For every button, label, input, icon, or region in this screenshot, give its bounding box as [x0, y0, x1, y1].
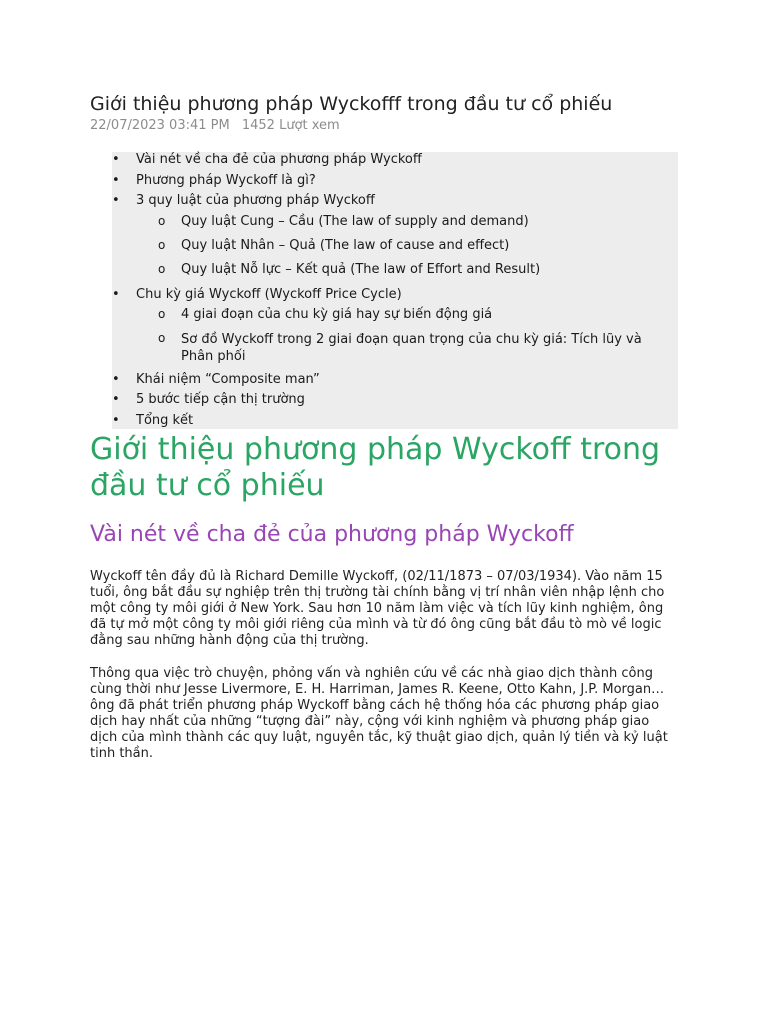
toc-item-label[interactable]: 3 quy luật của phương pháp Wyckoff — [136, 193, 375, 208]
toc-item-label[interactable]: Tổng kết — [136, 413, 194, 428]
bullet-icon: • — [112, 173, 120, 188]
page-title: Giới thiệu phương pháp Wyckofff trong đầu tư cổ phiếu — [90, 93, 613, 115]
circle-bullet-icon: o — [158, 262, 166, 276]
circle-bullet-icon: o — [158, 238, 166, 252]
circle-bullet-icon: o — [158, 307, 166, 321]
toc-subitem-label[interactable]: Quy luật Cung – Cầu (The law of supply and demand) — [181, 214, 529, 229]
bullet-icon: • — [112, 372, 120, 387]
article-title: Giới thiệu phương pháp Wyckoff trong đầu tư cổ phiếu — [90, 432, 661, 503]
toc-subitem-label[interactable]: 4 giai đoạn của chu kỳ giá hay sự biến động giá — [181, 307, 493, 322]
toc-item-label[interactable]: Vài nét về cha đẻ của phương pháp Wyckoff — [136, 152, 422, 167]
toc-item-label[interactable]: 5 bước tiếp cận thị trường — [136, 392, 305, 407]
toc-item-label[interactable]: Phương pháp Wyckoff là gì? — [136, 173, 316, 188]
bullet-icon: • — [112, 193, 120, 208]
view-count: 1452 Lượt xem — [241, 118, 340, 133]
circle-bullet-icon: o — [158, 331, 166, 345]
bullet-icon: • — [112, 392, 120, 407]
toc-subitem-label[interactable]: Sơ đồ Wyckoff trong 2 giai đoạn quan trọng của chu kỳ giá: Tích lũy và Phân phối — [181, 332, 642, 364]
section-heading: Vài nét về cha đẻ của phương pháp Wyckoff — [90, 522, 574, 547]
paragraph: Thông qua việc trò chuyện, phỏng vấn và nghiên cứu về các nhà giao dịch thành công cùng thời như Jesse Livermore, E. H. Harriman, James R. Keene, Otto Kahn, J.P. Morgan… ông đã phát triển phương pháp Wyckoff bằng cách hệ thống hóa các phương pháp giao dịch hay nhất của những “tượng đài” này, cộng với kinh nghiệm và phương pháp giao dịch của mình thành các quy luật, nguyên tắc, kỹ thuật giao dịch, quản lý tiền và kỷ luật tinh thần. — [90, 666, 668, 761]
post-date: 22/07/2023 03:41 PM — [90, 118, 230, 133]
toc-item-label[interactable]: Chu kỳ giá Wyckoff (Wyckoff Price Cycle) — [136, 287, 402, 302]
post-meta — [90, 118, 340, 133]
paragraph: Wyckoff tên đầy đủ là Richard Demille Wyckoff, (02/11/1873 – 07/03/1934). Vào năm 15 tuổi, ông bắt đầu sự nghiệp trên thị trường tài chính bằng vị trí nhân viên nhập lệnh cho một công ty môi giới ở New York. Sau hơn 10 năm làm việc và tích lũy kinh nghiệm, ông đã tự mở một công ty môi giới riêng của mình và từ đó ông cũng bắt đầu tò mò về logic đằng sau những hành động của thị trường. — [90, 569, 665, 648]
toc-subitem-label[interactable]: Quy luật Nhân – Quả (The law of cause and effect) — [181, 238, 510, 253]
bullet-icon: • — [112, 413, 120, 428]
table-of-contents — [112, 152, 678, 429]
bullet-icon: • — [112, 287, 120, 302]
bullet-icon: • — [112, 152, 120, 167]
toc-subitem-label[interactable]: Quy luật Nỗ lực – Kết quả (The law of Effort and Result) — [181, 262, 541, 277]
toc-item-label[interactable]: Khái niệm “Composite man” — [136, 372, 320, 387]
circle-bullet-icon: o — [158, 214, 166, 228]
